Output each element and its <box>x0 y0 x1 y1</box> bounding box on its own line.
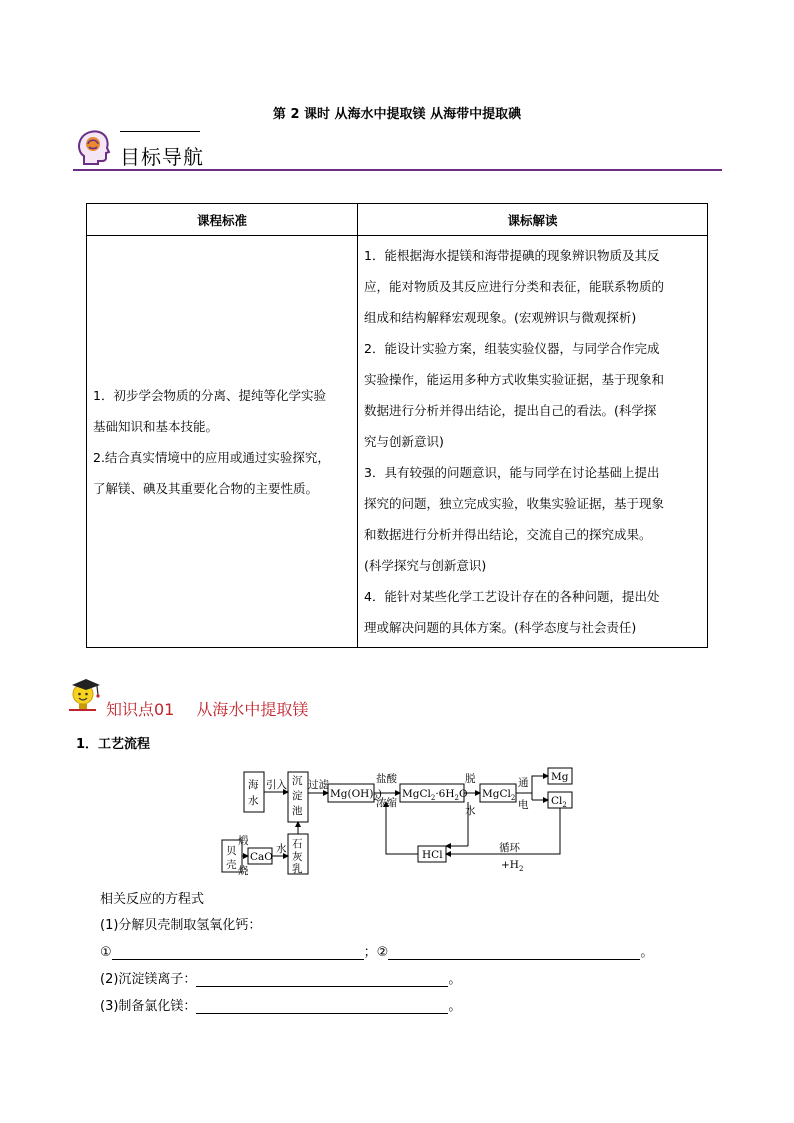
blank-2-marker: ；② <box>363 945 389 960</box>
interpretation-line: 应，能对物质及其反应进行分类和表征，能联系物质的 <box>364 279 665 294</box>
label-hcl-conc-2: 浓缩 <box>376 797 397 809</box>
page-title: 第 2 课时 从海水中提取镁 从海带中提取碘 <box>272 107 522 122</box>
label-dehydrate-1: 脱 <box>465 773 476 785</box>
blank-1-marker: ① <box>100 945 112 960</box>
question-2 <box>100 968 461 987</box>
label-hcl-conc-1: 盐酸 <box>376 773 397 785</box>
knowledge-point-title <box>106 697 308 720</box>
label-lime-2: 灰 <box>292 851 303 863</box>
interpretation-line: 实验操作，能运用多种方式收集实验证据，基于现象和 <box>364 372 665 387</box>
question-2-label: (2)沉淀镁离子： <box>100 972 197 987</box>
label-settle-1: 沉 <box>292 775 303 787</box>
end-mark: 。 <box>640 945 654 960</box>
answer-blank-3[interactable] <box>196 1000 448 1014</box>
label-settle-2: 淀 <box>292 790 303 802</box>
interpretation-line: 和数据进行分析并得出结论，交流自己的探究成果。 <box>364 527 652 542</box>
brain-head-icon <box>76 128 110 168</box>
label-electrolysis-2: 电 <box>518 799 529 811</box>
label-calcine-2: 烧 <box>238 865 249 877</box>
standards-table <box>86 203 708 648</box>
standards-cell <box>87 236 358 648</box>
nav-underline <box>73 169 722 171</box>
label-water: 水 <box>276 843 287 855</box>
standard-line: 了解镁、碘及其重要化合物的主要性质。 <box>93 480 319 496</box>
end-mark: 。 <box>448 999 462 1014</box>
label-mgcl2-hydrate: $MgCl_2\cdot 6H_2O$ <box>402 788 468 802</box>
label-cao: CaO <box>250 851 273 863</box>
label-mg: Mg <box>551 771 569 783</box>
standard-line: 1．初步学会物质的分离、提纯等化学实验 <box>93 387 326 403</box>
interpretation-cell <box>358 236 708 648</box>
question-1: (1)分解贝壳制取氢氧化钙： <box>100 918 262 933</box>
label-mgoh2: $Mg(OH)_2$) <box>330 788 383 802</box>
label-settle-3: 池 <box>292 805 303 817</box>
process-flowchart <box>218 764 580 878</box>
label-dehydrate-2: 水 <box>465 805 476 817</box>
label-shell-1: 贝 <box>226 845 237 857</box>
label-intro: 引入 <box>266 779 287 791</box>
label-mgcl2: MgCl$_2$ <box>482 788 516 802</box>
answer-blank-1b[interactable] <box>388 946 640 960</box>
nav-title: 目标导航 <box>120 145 204 169</box>
interpretation-line: 理或解决问题的具体方案。(科学态度与社会责任) <box>364 620 637 635</box>
graduate-lightbulb-icon <box>66 676 104 716</box>
label-seawater-2: 水 <box>248 795 259 807</box>
label-cycle: 循环 <box>499 842 520 854</box>
interpretation-line: 4．能针对某些化学工艺设计存在的各种问题，提出处 <box>364 589 660 604</box>
label-electrolysis-1: 通 <box>518 777 529 789</box>
label-lime-3: 乳 <box>292 863 303 875</box>
interpretation-line: 究与创新意识) <box>364 434 444 449</box>
nav-topline <box>120 131 200 132</box>
label-lime-1: 石 <box>292 838 303 850</box>
question-3 <box>100 995 461 1014</box>
question-3-label: (3)制备氯化镁： <box>100 999 197 1014</box>
interpretation-line: 探究的问题，独立完成实验，收集实验证据，基于现象 <box>364 496 665 511</box>
knowledge-point-label: 知识点01 <box>106 700 175 719</box>
label-seawater-1: 海 <box>248 779 259 791</box>
interpretation-line: (科学探究与创新意识) <box>364 558 487 573</box>
standard-line: 基础知识和基本技能。 <box>93 418 219 434</box>
question-1-blanks <box>100 941 653 960</box>
header-curriculum-standard: 课程标准 <box>87 204 358 236</box>
header-standard-interpretation: 课标解读 <box>358 204 708 236</box>
section-heading: 1．工艺流程 <box>76 737 151 752</box>
end-mark: 。 <box>448 972 462 987</box>
knowledge-point-name: 从海水中提取镁 <box>196 700 309 719</box>
interpretation-line: 2．能设计实验方案，组装实验仪器，与同学合作完成 <box>364 341 660 356</box>
interpretation-line: 组成和结构解释宏观现象。(宏观辨识与微观探析) <box>364 310 637 325</box>
interpretation-line: 3．具有较强的问题意识，能与同学在讨论基础上提出 <box>364 465 660 480</box>
answer-blank-2[interactable] <box>196 973 448 987</box>
label-cl2: $Cl_2$ <box>551 795 567 809</box>
equations-intro: 相关反应的方程式 <box>100 892 205 907</box>
label-h2: $+H_2$ <box>501 859 524 873</box>
label-calcine-1: 煅 <box>238 835 249 847</box>
answer-blank-1a[interactable] <box>112 946 364 960</box>
label-filter: 过滤 <box>308 779 329 791</box>
interpretation-line: 数据进行分析并得出结论，提出自己的看法。(科学探 <box>364 403 657 418</box>
standard-line: 2.结合真实情境中的应用或通过实验探究， <box>93 449 330 465</box>
label-shell-2: 壳 <box>226 859 237 871</box>
label-hcl: HCl <box>422 849 443 861</box>
interpretation-line: 1．能根据海水提镁和海带提碘的现象辨识物质及其反 <box>364 248 660 263</box>
